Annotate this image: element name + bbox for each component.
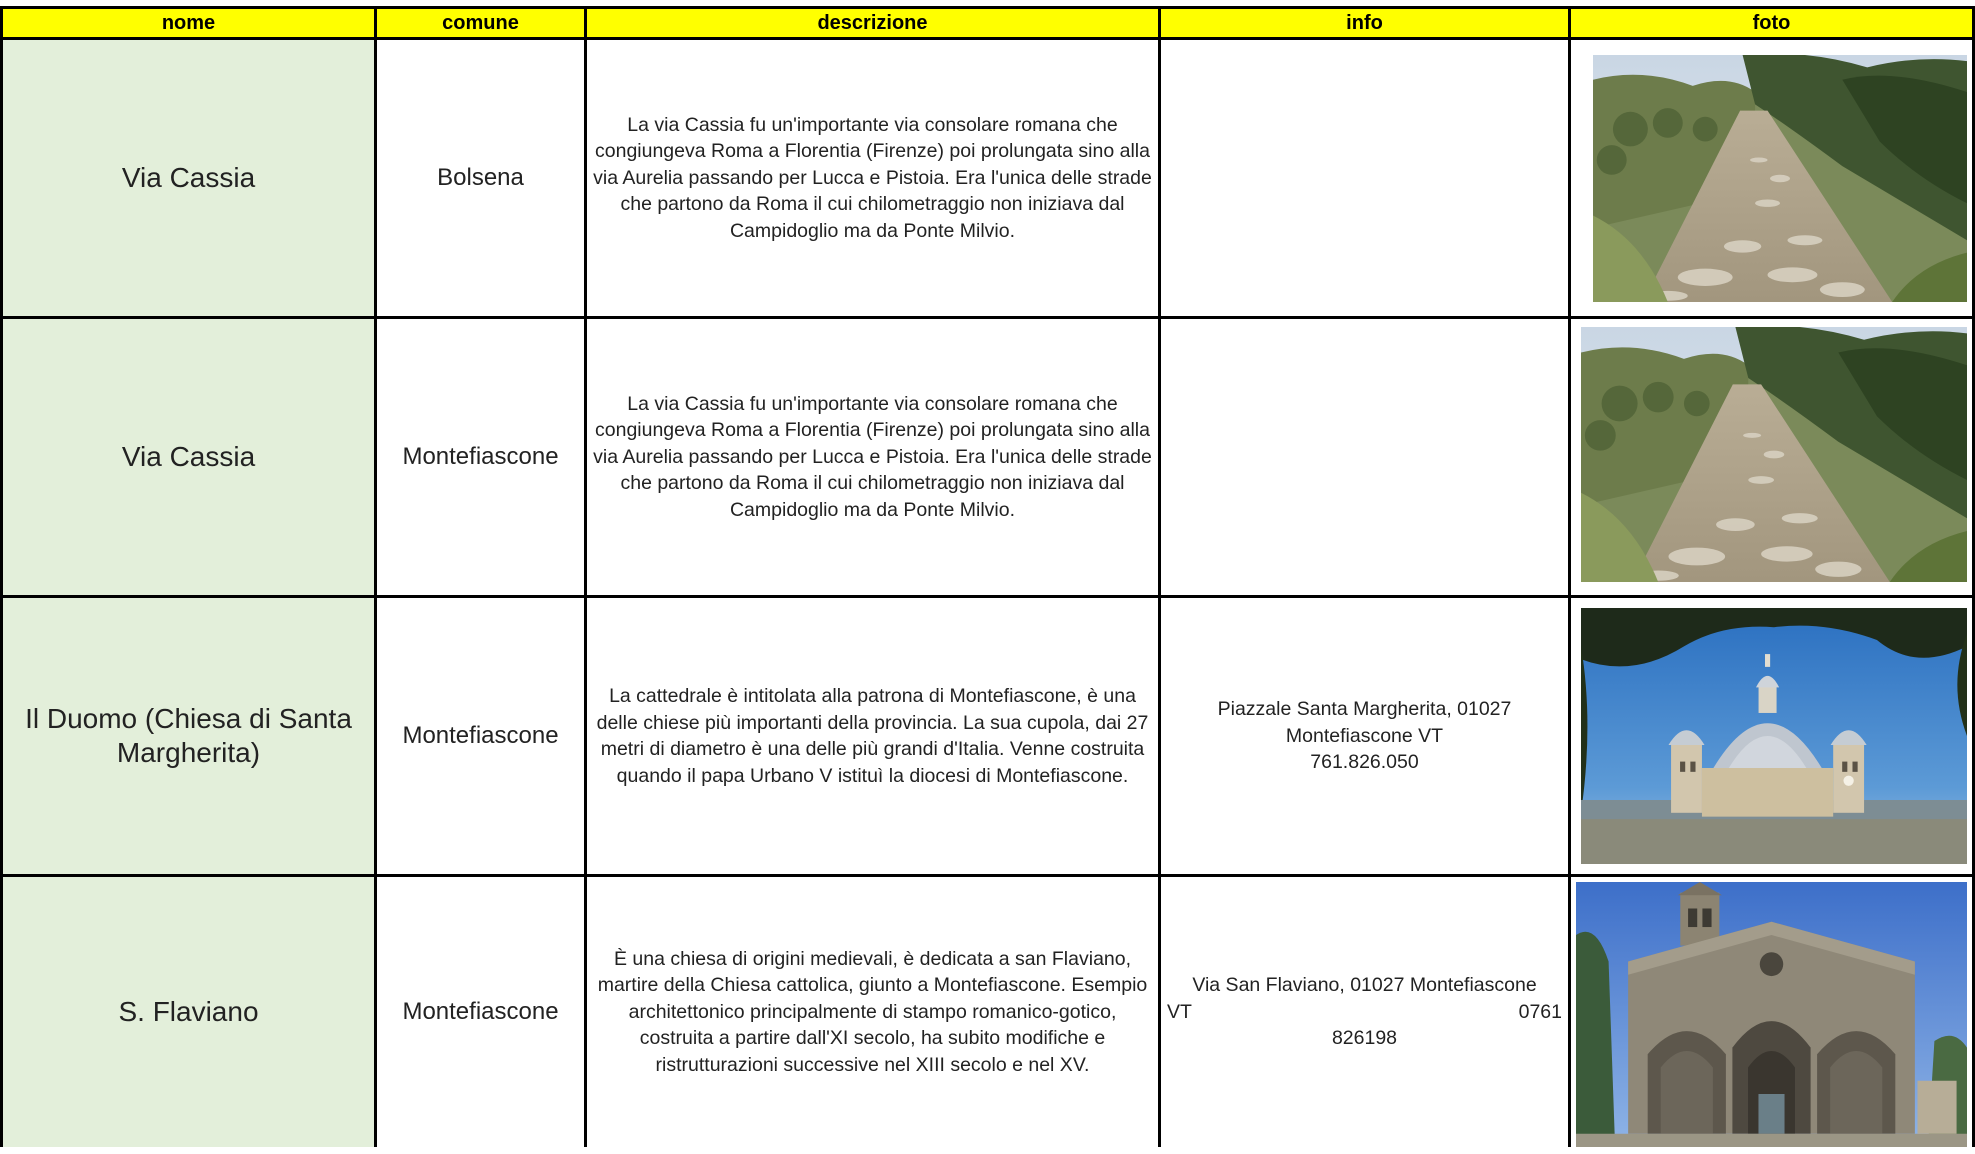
- cell-info[interactable]: [1160, 597, 1570, 876]
- cell-descrizione[interactable]: È una chiesa di origini medievali, è dedicata a san Flaviano, martire della Chiesa cattolica, giunto a Montefiascone. Esempio architettonico principalmente di stampo romanico-gotico, costruita a partire dall'XI secolo, ha subito modifiche e ristrutturazioni successive nel XIII secolo e nel XV.: [586, 876, 1160, 1148]
- info-line: Montefiascone VT: [1285, 724, 1444, 747]
- cell-foto[interactable]: [1570, 597, 1974, 876]
- info-line: VT 0761: [1167, 1000, 1562, 1023]
- cell-info[interactable]: [1160, 39, 1570, 318]
- table-row: [2, 876, 1974, 1148]
- roman-road-photo: [1593, 55, 1967, 302]
- cell-comune[interactable]: Montefiascone: [376, 318, 586, 597]
- header-row: [2, 8, 1974, 39]
- table-row: [2, 597, 1974, 876]
- cell-nome[interactable]: Il Duomo (Chiesa di Santa Margherita): [2, 597, 376, 876]
- cell-info[interactable]: [1160, 318, 1570, 597]
- header-comune[interactable]: comune: [376, 8, 586, 39]
- roman-road-photo: [1581, 327, 1967, 582]
- header-descrizione[interactable]: descrizione: [586, 8, 1160, 39]
- cell-comune[interactable]: Bolsena: [376, 39, 586, 318]
- cell-foto[interactable]: [1570, 876, 1974, 1148]
- cell-comune[interactable]: Montefiascone: [376, 876, 586, 1148]
- cell-info[interactable]: [1160, 876, 1570, 1148]
- cell-descrizione[interactable]: La via Cassia fu un'importante via consolare romana che congiungeva Roma a Florentia (Firenze) poi prolungata sino alla via Aurelia passando per Lucca e Pistoia. Era l'unica delle strade che partono da Roma il cui chilometraggio non iniziava dal Campidoglio ma da Ponte Milvio.: [586, 318, 1160, 597]
- data-sheet: [0, 6, 1975, 1147]
- cell-descrizione[interactable]: La via Cassia fu un'importante via consolare romana che congiungeva Roma a Florentia (Firenze) poi prolungata sino alla via Aurelia passando per Lucca e Pistoia. Era l'unica delle strade che partono da Roma il cui chilometraggio non iniziava dal Campidoglio ma da Ponte Milvio.: [586, 39, 1160, 318]
- header-info[interactable]: info: [1160, 8, 1570, 39]
- cell-comune[interactable]: Montefiascone: [376, 597, 586, 876]
- info-line: 826198: [1331, 1027, 1398, 1050]
- cell-nome[interactable]: Via Cassia: [2, 318, 376, 597]
- table-row: [2, 318, 1974, 597]
- table-row: [2, 39, 1974, 318]
- cell-descrizione[interactable]: La cattedrale è intitolata alla patrona di Montefiascone, è una delle chiese più importanti della provincia. La sua cupola, dai 27 metri di diametro è una delle più grandi d'Italia. Venne costruita quando il papa Urbano V istituì la diocesi di Montefiascone.: [586, 597, 1160, 876]
- cell-nome[interactable]: S. Flaviano: [2, 876, 376, 1148]
- church-facade-photo: [1576, 882, 1967, 1147]
- cell-foto[interactable]: [1570, 318, 1974, 597]
- header-foto[interactable]: foto: [1570, 8, 1974, 39]
- cathedral-dome-photo: [1581, 608, 1967, 864]
- info-line: Piazzale Santa Margherita, 01027: [1217, 698, 1512, 721]
- cell-foto[interactable]: [1570, 39, 1974, 318]
- info-line: 761.826.050: [1310, 751, 1419, 774]
- header-nome[interactable]: nome: [2, 8, 376, 39]
- info-line: Via San Flaviano, 01027 Montefiascone: [1192, 974, 1537, 997]
- cell-nome[interactable]: Via Cassia: [2, 39, 376, 318]
